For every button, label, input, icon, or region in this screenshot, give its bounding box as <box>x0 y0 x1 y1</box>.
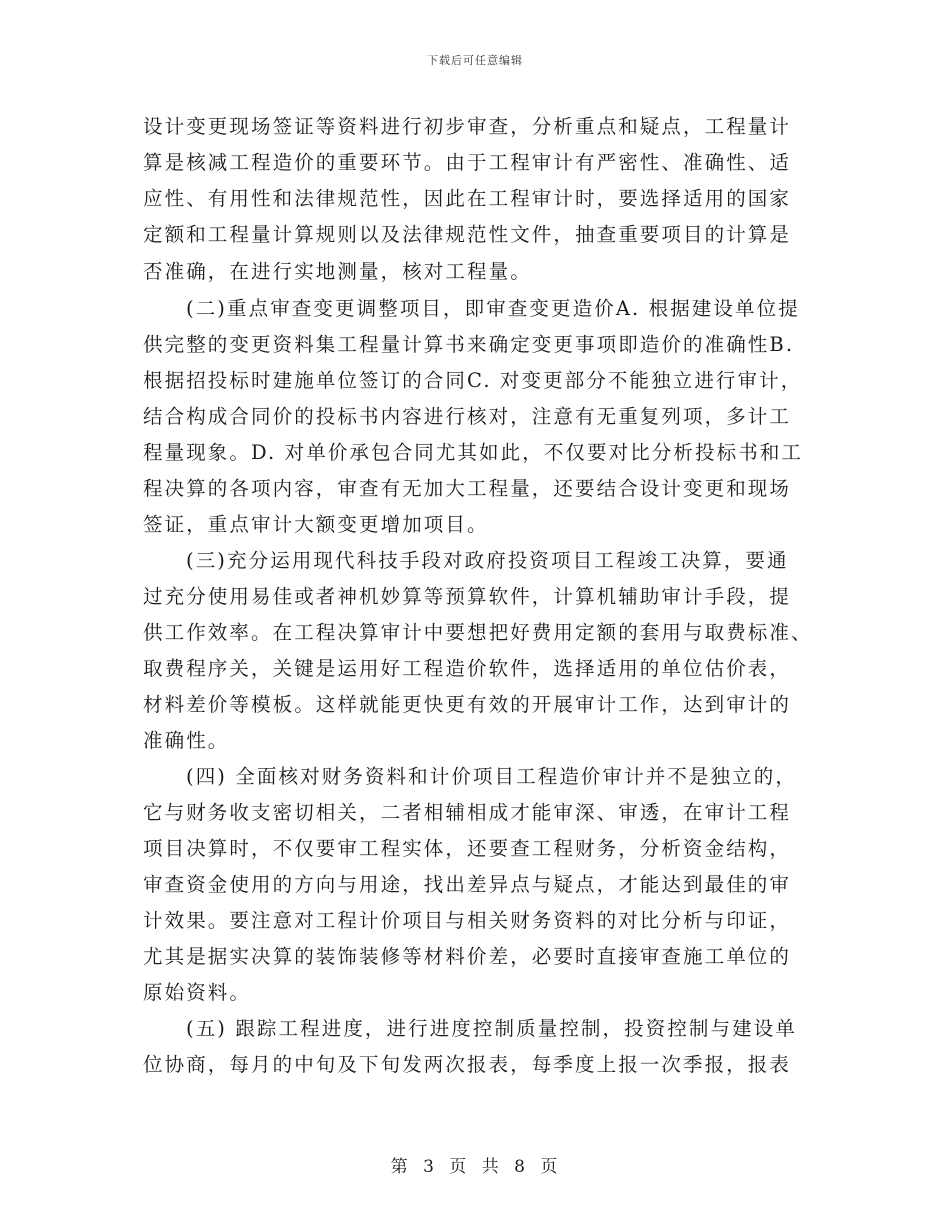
text-line: 根据招投标时建施单位签订的合同C. 对变更部分不能独立进行审计， <box>143 369 803 392</box>
text-line: 应性、有用性和法律规范性，因此在工程审计时，要选择适用的国家 <box>143 187 792 210</box>
text-line: 计效果。要注意对工程计价项目与相关财务资料的对比分析与印证， <box>143 909 792 932</box>
text-line: 尤其是据实决算的装饰装修等材料价差，必要时直接审查施工单位的 <box>143 945 792 968</box>
page-header: 下载后可任意编辑 <box>427 54 523 67</box>
text-line: 位协商，每月的中旬及下旬发两次报表，每季度上报一次季报，报表 <box>143 1053 792 1076</box>
text-line: 算是核减工程造价的重要环节。由于工程审计有严密性、准确性、适 <box>143 151 792 174</box>
text-line: 供完整的变更资料集工程量计算书来确定变更事项即造价的准确性B. <box>143 333 795 356</box>
text-line: 项目决算时，不仅要审工程实体，还要查工程财务，分析资金结构， <box>143 837 792 860</box>
text-line: 结合构成合同价的投标书内容进行核对，注意有无重复列项，多计工 <box>143 405 792 428</box>
paragraph-start: (五) 跟踪工程进度，进行进度控制质量控制，投资控制与建设单 <box>186 1017 797 1040</box>
text-line: 设计变更现场签证等资料进行初步审查，分析重点和疑点，工程量计 <box>143 115 792 138</box>
text-line: 否准确，在进行实地测量，核对工程量。 <box>143 260 532 283</box>
text-line: 程量现象。D. 对单价承包合同尤其如此，不仅要对比分析投标书和工 <box>143 441 804 464</box>
text-line: 原始资料。 <box>143 981 252 1004</box>
text-line: 定额和工程量计算规则以及法律规范性文件，抽查重要项目的计算是 <box>143 223 792 246</box>
page-number-footer: 第 3 页 共 8 页 <box>390 1157 560 1177</box>
text-line: 供工作效率。在工程决算审计中要想把好费用定额的套用与取费标准、 <box>143 621 813 644</box>
paragraph-start: (三)充分运用现代科技手段对政府投资项目工程竣工决算，要通 <box>186 549 789 572</box>
text-line: 取费程序关，关键是运用好工程造价软件，选择适用的单位估价表， <box>143 657 792 680</box>
text-line: 它与财务收支密切相关，二者相辅相成才能审深、审透，在审计工程 <box>143 801 792 824</box>
text-line: 材料差价等模板。这样就能更快更有效的开展审计工作，达到审计的 <box>143 693 792 716</box>
text-line: 准确性。 <box>143 729 230 752</box>
paragraph-start: (二)重点审查变更调整项目，即审查变更造价A. 根据建设单位提 <box>186 297 800 320</box>
paragraph-start: (四) 全面核对财务资料和计价项目工程造价审计并不是独立的， <box>186 765 797 788</box>
text-line: 签证，重点审计大额变更增加项目。 <box>143 513 489 536</box>
text-line: 程决算的各项内容，审查有无加大工程量，还要结合设计变更和现场 <box>143 477 792 500</box>
text-line: 审查资金使用的方向与用途，找出差异点与疑点，才能达到最佳的审 <box>143 873 792 896</box>
text-line: 过充分使用易佳或者神机妙算等预算软件，计算机辅助审计手段，提 <box>143 585 792 608</box>
